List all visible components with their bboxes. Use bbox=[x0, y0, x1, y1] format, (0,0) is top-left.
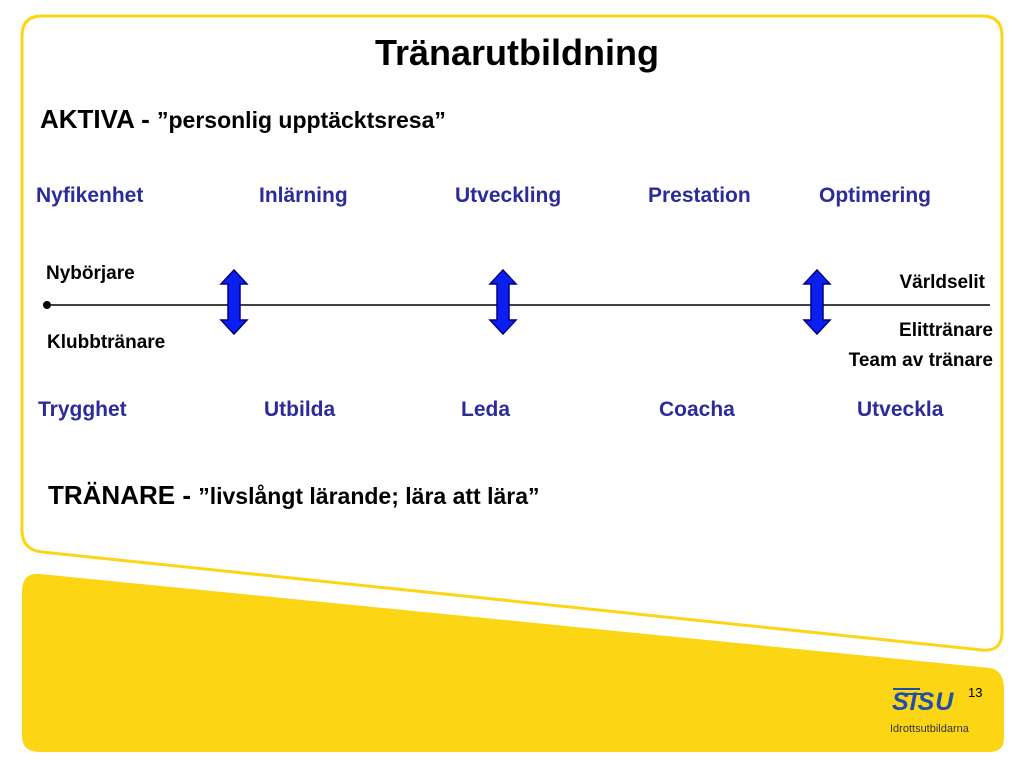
sisu-logo-subtitle: Idrottsutbildarna bbox=[890, 723, 969, 735]
coach-role-label: Leda bbox=[461, 398, 511, 421]
phase-label: Inlärning bbox=[259, 184, 348, 207]
coach-heading bbox=[48, 480, 540, 511]
athlete-subtitle: ”personlig upptäcktsresa” bbox=[157, 107, 446, 133]
timeline-end-bottom-label-1: Elittränare bbox=[899, 320, 993, 341]
timeline-start-bottom-label: Klubbtränare bbox=[47, 332, 166, 353]
phase-label: Utveckling bbox=[455, 184, 562, 207]
timeline-start-dot bbox=[43, 301, 51, 309]
athlete-label: AKTIVA - bbox=[40, 104, 157, 134]
sisu-logo: SISU bbox=[892, 688, 955, 716]
timeline-end-bottom-label-2: Team av tränare bbox=[848, 350, 993, 371]
coach-role-label: Coacha bbox=[659, 398, 735, 421]
coach-role-label: Utbilda bbox=[264, 398, 336, 421]
phase-label: Nyfikenhet bbox=[36, 184, 144, 207]
coach-subtitle: ”livslångt lärande; lära att lära” bbox=[198, 483, 540, 509]
page-title: Tränarutbildning bbox=[375, 32, 659, 73]
coach-role-label: Trygghet bbox=[38, 398, 127, 421]
athlete-heading bbox=[40, 104, 446, 135]
timeline-start-top-label: Nybörjare bbox=[46, 263, 135, 284]
timeline-end-top-label: Världselit bbox=[899, 272, 985, 293]
coach-role-label: Utveckla bbox=[857, 398, 944, 421]
phase-label: Prestation bbox=[648, 184, 751, 207]
coach-label: TRÄNARE - bbox=[48, 480, 199, 510]
phase-label: Optimering bbox=[819, 184, 932, 207]
page-number: 13 bbox=[968, 685, 983, 700]
